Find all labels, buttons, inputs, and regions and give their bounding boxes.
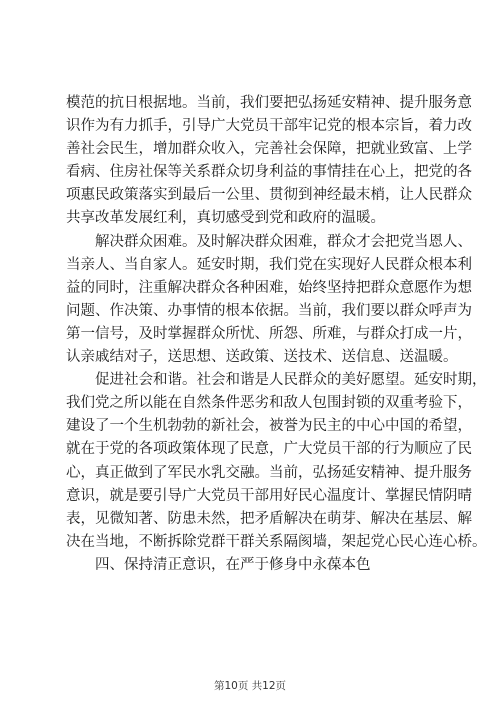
document-body — [66, 92, 487, 577]
text-line: 我们党之所以能在自然条件恶劣和敌人包围封锁的双重考验下， — [66, 395, 472, 412]
text-line: 决在当地，不断拆除党群干群关系隔阂墙，架起党心民心连心桥。 — [66, 533, 487, 550]
text-line: 心，真正做到了军民水乳交融。当前，弘扬延安精神、提升服务 — [66, 464, 472, 481]
paragraph-heading-line: 促进社会和谐。社会和谐是人民群众的美好愿望。延安时期， — [95, 372, 487, 389]
text-line: 模范的抗日根据地。当前，我们要把弘扬延安精神、提升服务意 — [66, 95, 472, 111]
text-line: 益的同时，注重解决群众各种困难，始终坚持把群众意愿作为想 — [66, 279, 472, 296]
text-line: 表，见微知著、防患未然，把矛盾解决在萌芽、解决在基层、解 — [66, 510, 472, 527]
text-line: 就在于党的各项政策体现了民意，广大党员干部的行为顺应了民 — [66, 441, 472, 458]
text-line: 当亲人、当自家人。延安时期，我们党在实现好人民群众根本利 — [66, 256, 472, 273]
text-line: 识作为有力抓手，引导广大党员干部牢记党的根本宗旨，着力改 — [66, 118, 472, 135]
text-line: 意识，就是要引导广大党员干部用好民心温度计、掌握民情阴晴 — [66, 487, 472, 504]
text-line: 看病、住房社保等关系群众切身利益的事情挂在心上，把党的各 — [66, 164, 472, 181]
text-line: 项惠民政策落实到最后一公里、贯彻到神经最末梢，让人民群众 — [66, 187, 472, 204]
text-line: 认亲戚结对子，送思想、送政策、送技术、送信息、送温暖。 — [66, 349, 458, 366]
text-line: 第一信号，及时掌握群众所忧、所怨、所难，与群众打成一片， — [66, 325, 472, 342]
text-line: 问题、作决策、办事情的根本依据。当前，我们要以群众呼声为 — [66, 302, 472, 319]
page-number-footer: 第10页 共12页 — [213, 680, 287, 692]
section-heading: 四、保持清正意识，在严于修身中永葆本色 — [95, 556, 371, 573]
text-line: 共享改革发展红利，真切感受到党和政府的温暖。 — [66, 210, 385, 227]
text-line: 建设了一个生机勃勃的新社会，被誉为民主的中心中国的希望， — [66, 418, 472, 435]
paragraph-heading-line: 解决群众困难。及时解决群众困难，群众才会把党当恩人、 — [95, 233, 472, 250]
text-line: 善社会民生，增加群众收入，完善社会保障，把就业致富、上学 — [66, 141, 472, 158]
